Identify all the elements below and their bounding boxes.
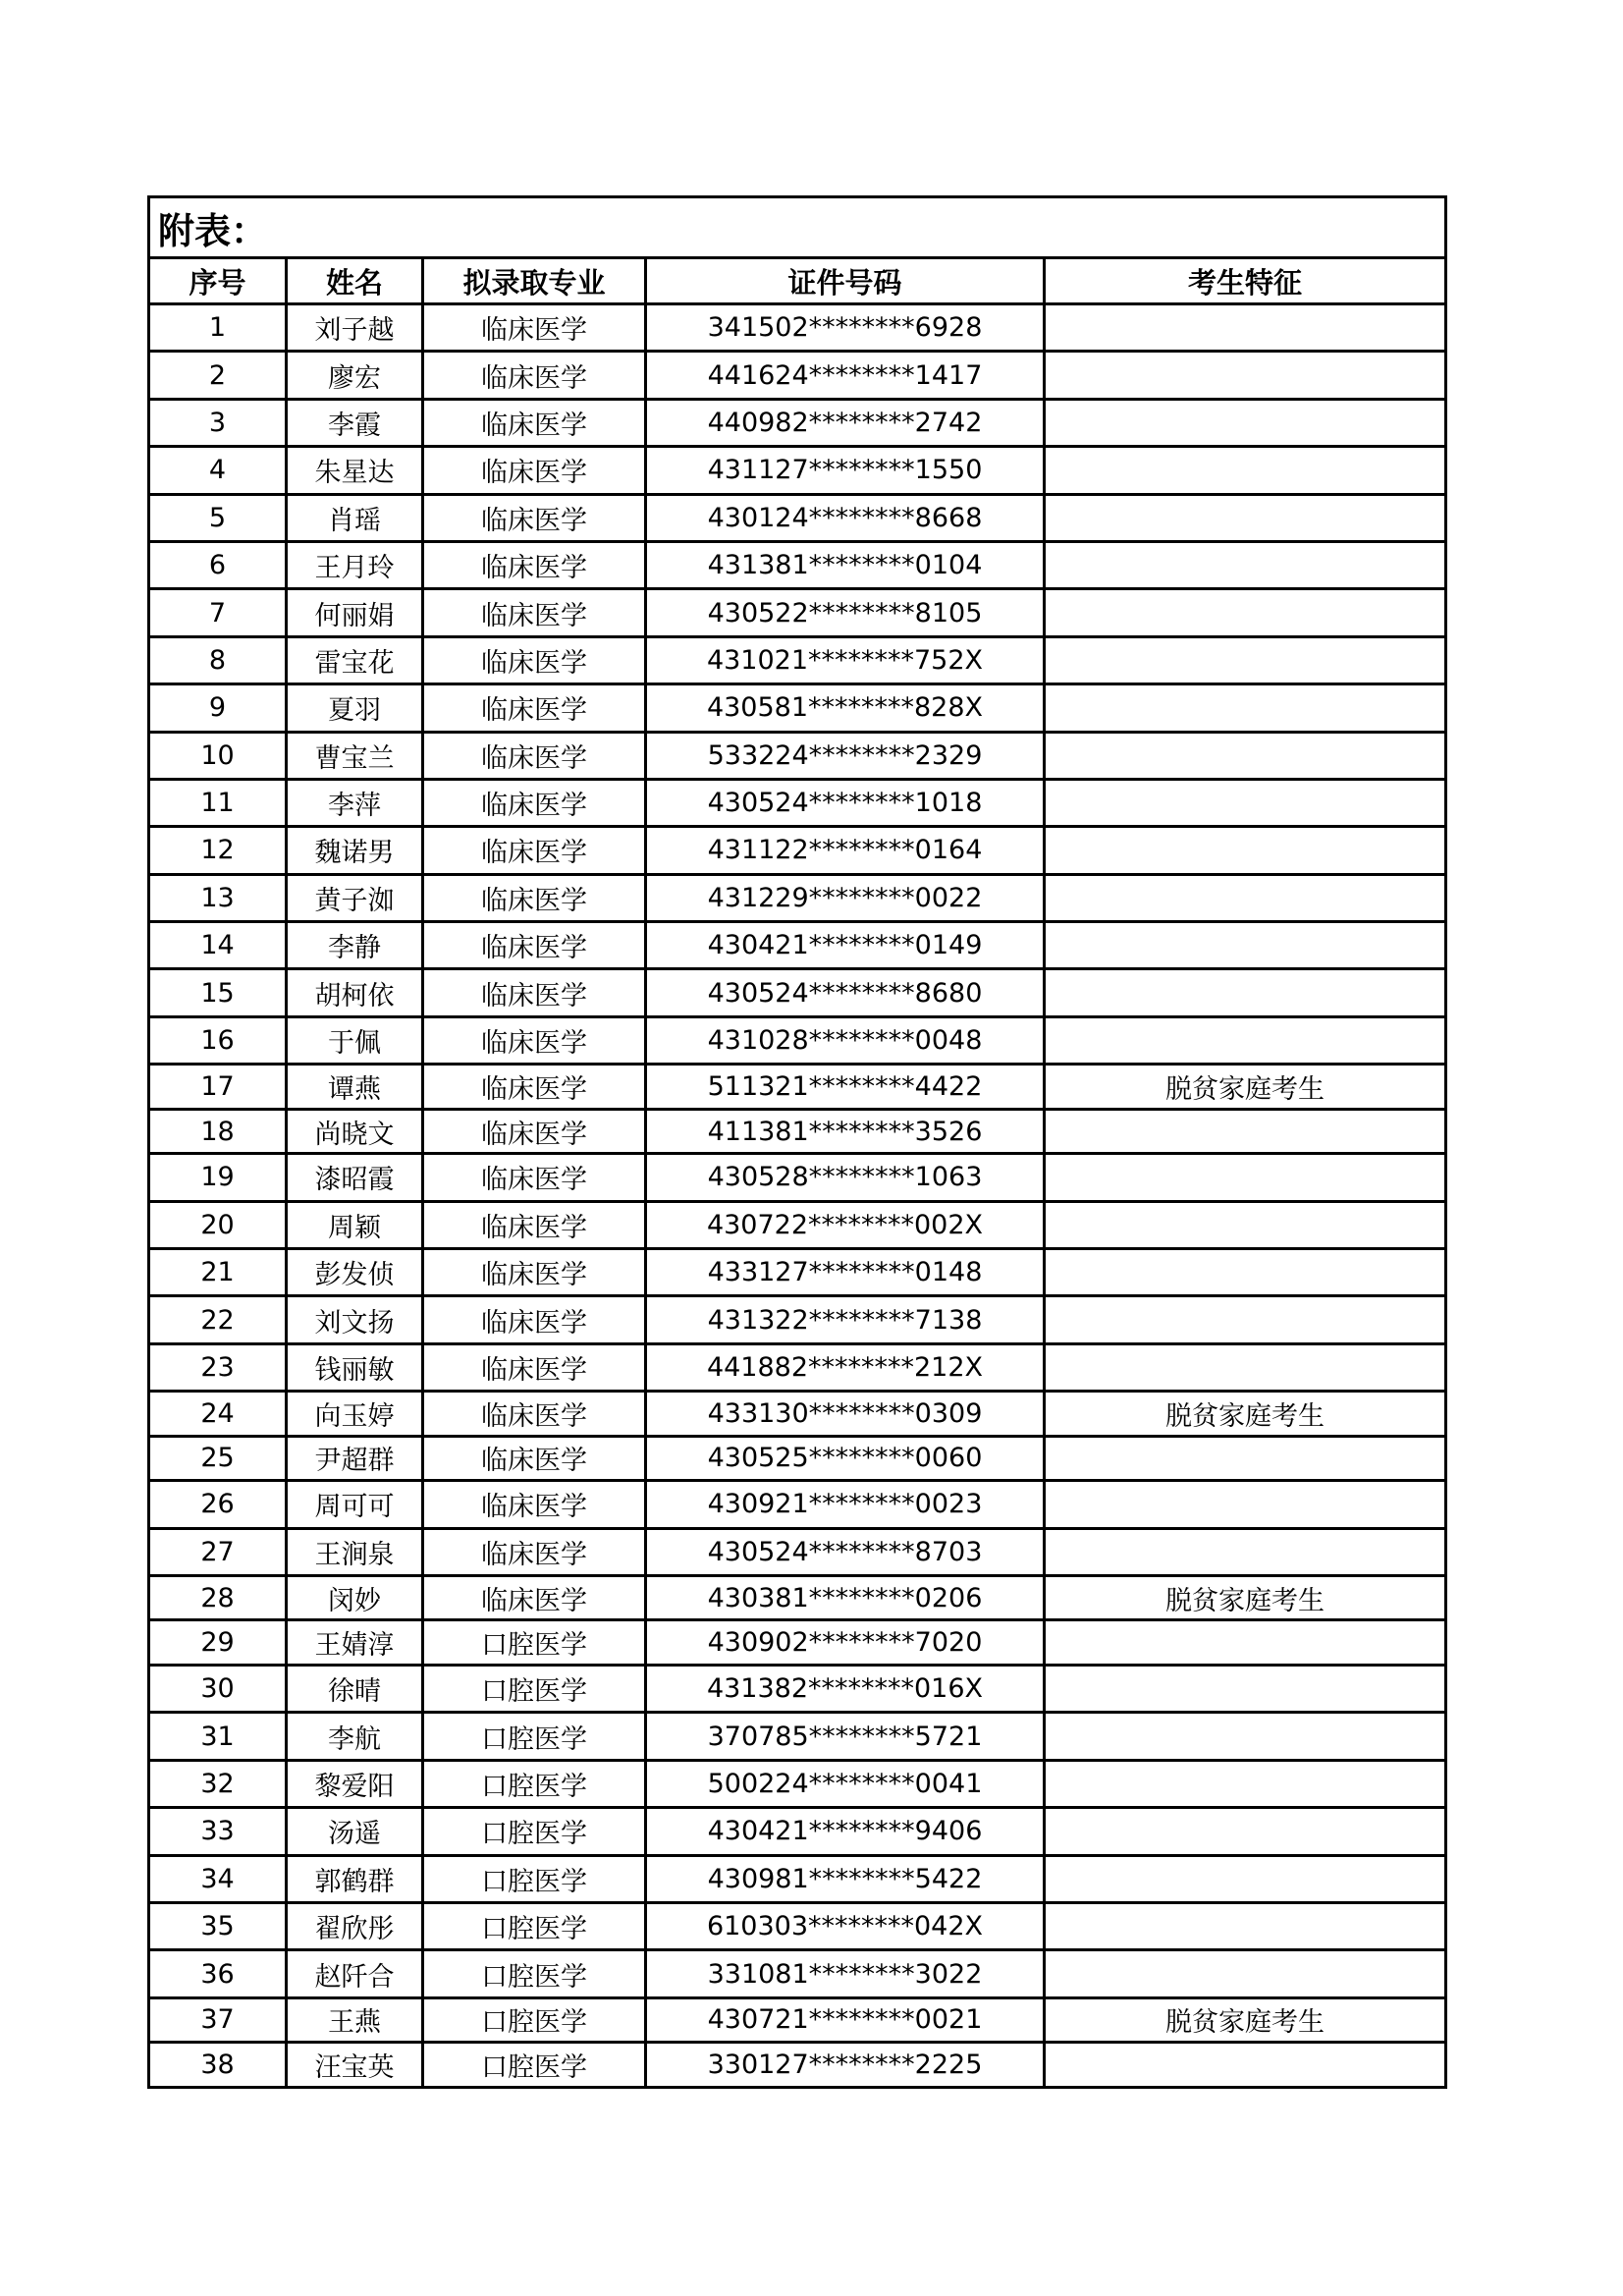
student-feature-cell bbox=[1045, 1481, 1446, 1528]
row-number-cell: 24 bbox=[149, 1392, 287, 1437]
row-number-cell: 9 bbox=[149, 684, 287, 732]
student-feature-cell bbox=[1045, 1528, 1446, 1575]
student-name-cell: 刘子越 bbox=[287, 304, 423, 352]
student-feature-cell bbox=[1045, 1016, 1446, 1064]
table-row bbox=[149, 922, 1446, 969]
major-cell: 临床医学 bbox=[423, 399, 646, 446]
table-row bbox=[149, 1713, 1446, 1760]
table-row bbox=[149, 1855, 1446, 1902]
student-name-cell: 闵妙 bbox=[287, 1575, 423, 1620]
table-row bbox=[149, 1481, 1446, 1528]
major-cell: 临床医学 bbox=[423, 969, 646, 1016]
student-name-cell: 刘文扬 bbox=[287, 1296, 423, 1343]
id-number-cell: 441624********1417 bbox=[646, 352, 1045, 399]
row-number-cell: 18 bbox=[149, 1109, 287, 1154]
major-cell: 临床医学 bbox=[423, 1481, 646, 1528]
table-row bbox=[149, 1760, 1446, 1807]
major-cell: 临床医学 bbox=[423, 1249, 646, 1296]
student-name-cell: 郭鹤群 bbox=[287, 1855, 423, 1902]
row-number-cell: 25 bbox=[149, 1436, 287, 1481]
student-feature-cell bbox=[1045, 1808, 1446, 1855]
student-name-cell: 汤遥 bbox=[287, 1808, 423, 1855]
id-number-cell: 430421********0149 bbox=[646, 922, 1045, 969]
student-feature-cell bbox=[1045, 1902, 1446, 1949]
row-number-cell: 21 bbox=[149, 1249, 287, 1296]
row-number-cell: 37 bbox=[149, 1997, 287, 2043]
row-number-cell: 4 bbox=[149, 447, 287, 494]
student-name-cell: 黄子洳 bbox=[287, 874, 423, 921]
major-cell: 口腔医学 bbox=[423, 1760, 646, 1807]
table-row bbox=[149, 1016, 1446, 1064]
table-row bbox=[149, 1436, 1446, 1481]
row-number-cell: 33 bbox=[149, 1808, 287, 1855]
id-number-cell: 411381********3526 bbox=[646, 1109, 1045, 1154]
student-feature-cell bbox=[1045, 1760, 1446, 1807]
id-number-cell: 431122********0164 bbox=[646, 827, 1045, 874]
column-header-major: 拟录取专业 bbox=[423, 258, 646, 304]
id-number-cell: 440982********2742 bbox=[646, 399, 1045, 446]
row-number-cell: 23 bbox=[149, 1343, 287, 1391]
student-name-cell: 夏羽 bbox=[287, 684, 423, 732]
caption-row bbox=[149, 197, 1446, 258]
major-cell: 临床医学 bbox=[423, 1065, 646, 1110]
table-row bbox=[149, 1902, 1446, 1949]
student-feature-cell bbox=[1045, 779, 1446, 826]
student-feature-cell: 脱贫家庭考生 bbox=[1045, 1065, 1446, 1110]
table-row bbox=[149, 1343, 1446, 1391]
student-name-cell: 尚晓文 bbox=[287, 1109, 423, 1154]
id-number-cell: 430381********0206 bbox=[646, 1575, 1045, 1620]
table-row bbox=[149, 494, 1446, 541]
student-feature-cell bbox=[1045, 589, 1446, 636]
major-cell: 临床医学 bbox=[423, 827, 646, 874]
table-row bbox=[149, 732, 1446, 779]
column-header-id: 证件号码 bbox=[646, 258, 1045, 304]
student-name-cell: 雷宝花 bbox=[287, 636, 423, 683]
student-feature-cell bbox=[1045, 304, 1446, 352]
student-name-cell: 李萍 bbox=[287, 779, 423, 826]
id-number-cell: 431229********0022 bbox=[646, 874, 1045, 921]
student-name-cell: 于佩 bbox=[287, 1016, 423, 1064]
student-name-cell: 王月玲 bbox=[287, 541, 423, 588]
id-number-cell: 433130********0309 bbox=[646, 1392, 1045, 1437]
row-number-cell: 3 bbox=[149, 399, 287, 446]
id-number-cell: 370785********5721 bbox=[646, 1713, 1045, 1760]
major-cell: 临床医学 bbox=[423, 1343, 646, 1391]
major-cell: 口腔医学 bbox=[423, 1665, 646, 1712]
column-header-number: 序号 bbox=[149, 258, 287, 304]
student-name-cell: 向玉婷 bbox=[287, 1392, 423, 1437]
major-cell: 口腔医学 bbox=[423, 1855, 646, 1902]
table-row bbox=[149, 1997, 1446, 2043]
major-cell: 临床医学 bbox=[423, 447, 646, 494]
id-number-cell: 430528********1063 bbox=[646, 1154, 1045, 1201]
id-number-cell: 430525********0060 bbox=[646, 1436, 1045, 1481]
student-feature-cell bbox=[1045, 1296, 1446, 1343]
table-row bbox=[149, 1296, 1446, 1343]
student-name-cell: 朱星达 bbox=[287, 447, 423, 494]
major-cell: 临床医学 bbox=[423, 494, 646, 541]
row-number-cell: 13 bbox=[149, 874, 287, 921]
student-name-cell: 徐晴 bbox=[287, 1665, 423, 1712]
id-number-cell: 511321********4422 bbox=[646, 1065, 1045, 1110]
major-cell: 临床医学 bbox=[423, 732, 646, 779]
id-number-cell: 330127********2225 bbox=[646, 2043, 1045, 2088]
student-name-cell: 王婧淳 bbox=[287, 1620, 423, 1666]
student-feature-cell bbox=[1045, 1620, 1446, 1666]
row-number-cell: 27 bbox=[149, 1528, 287, 1575]
row-number-cell: 5 bbox=[149, 494, 287, 541]
major-cell: 口腔医学 bbox=[423, 1620, 646, 1666]
id-number-cell: 430721********0021 bbox=[646, 1997, 1045, 2043]
student-name-cell: 汪宝英 bbox=[287, 2043, 423, 2088]
student-feature-cell: 脱贫家庭考生 bbox=[1045, 1575, 1446, 1620]
student-feature-cell bbox=[1045, 827, 1446, 874]
id-number-cell: 430524********1018 bbox=[646, 779, 1045, 826]
row-number-cell: 14 bbox=[149, 922, 287, 969]
student-name-cell: 廖宏 bbox=[287, 352, 423, 399]
student-name-cell: 魏诺男 bbox=[287, 827, 423, 874]
table-row bbox=[149, 447, 1446, 494]
table-row bbox=[149, 1065, 1446, 1110]
major-cell: 临床医学 bbox=[423, 636, 646, 683]
student-name-cell: 钱丽敏 bbox=[287, 1343, 423, 1391]
student-feature-cell bbox=[1045, 636, 1446, 683]
student-name-cell: 周颖 bbox=[287, 1201, 423, 1248]
student-feature-cell bbox=[1045, 1713, 1446, 1760]
table-row bbox=[149, 541, 1446, 588]
student-name-cell: 尹超群 bbox=[287, 1436, 423, 1481]
student-name-cell: 李静 bbox=[287, 922, 423, 969]
id-number-cell: 430722********002X bbox=[646, 1201, 1045, 1248]
id-number-cell: 433127********0148 bbox=[646, 1249, 1045, 1296]
student-feature-cell bbox=[1045, 922, 1446, 969]
major-cell: 临床医学 bbox=[423, 1575, 646, 1620]
column-header-feature: 考生特征 bbox=[1045, 258, 1446, 304]
student-feature-cell bbox=[1045, 2043, 1446, 2088]
major-cell: 临床医学 bbox=[423, 1436, 646, 1481]
student-feature-cell bbox=[1045, 1154, 1446, 1201]
row-number-cell: 10 bbox=[149, 732, 287, 779]
id-number-cell: 431028********0048 bbox=[646, 1016, 1045, 1064]
id-number-cell: 430522********8105 bbox=[646, 589, 1045, 636]
row-number-cell: 35 bbox=[149, 1902, 287, 1949]
row-number-cell: 22 bbox=[149, 1296, 287, 1343]
id-number-cell: 430921********0023 bbox=[646, 1481, 1045, 1528]
student-name-cell: 曹宝兰 bbox=[287, 732, 423, 779]
student-name-cell: 周可可 bbox=[287, 1481, 423, 1528]
student-feature-cell: 脱贫家庭考生 bbox=[1045, 1997, 1446, 2043]
major-cell: 临床医学 bbox=[423, 1016, 646, 1064]
row-number-cell: 2 bbox=[149, 352, 287, 399]
id-number-cell: 431382********016X bbox=[646, 1665, 1045, 1712]
student-feature-cell bbox=[1045, 1249, 1446, 1296]
student-feature-cell bbox=[1045, 1109, 1446, 1154]
id-number-cell: 430981********5422 bbox=[646, 1855, 1045, 1902]
table-row bbox=[149, 1528, 1446, 1575]
student-feature-cell bbox=[1045, 494, 1446, 541]
table-row bbox=[149, 684, 1446, 732]
row-number-cell: 6 bbox=[149, 541, 287, 588]
student-feature-cell bbox=[1045, 447, 1446, 494]
row-number-cell: 32 bbox=[149, 1760, 287, 1807]
table-row bbox=[149, 779, 1446, 826]
table-row bbox=[149, 399, 1446, 446]
table-row bbox=[149, 304, 1446, 352]
row-number-cell: 17 bbox=[149, 1065, 287, 1110]
id-number-cell: 431127********1550 bbox=[646, 447, 1045, 494]
table-row bbox=[149, 352, 1446, 399]
table-row bbox=[149, 1109, 1446, 1154]
row-number-cell: 30 bbox=[149, 1665, 287, 1712]
student-name-cell: 黎爱阳 bbox=[287, 1760, 423, 1807]
table-row bbox=[149, 1620, 1446, 1666]
row-number-cell: 12 bbox=[149, 827, 287, 874]
student-name-cell: 李霞 bbox=[287, 399, 423, 446]
major-cell: 口腔医学 bbox=[423, 1950, 646, 1997]
student-name-cell: 胡柯依 bbox=[287, 969, 423, 1016]
table-row bbox=[149, 2043, 1446, 2088]
student-name-cell: 王燕 bbox=[287, 1997, 423, 2043]
row-number-cell: 19 bbox=[149, 1154, 287, 1201]
row-number-cell: 26 bbox=[149, 1481, 287, 1528]
row-number-cell: 8 bbox=[149, 636, 287, 683]
major-cell: 临床医学 bbox=[423, 589, 646, 636]
id-number-cell: 430421********9406 bbox=[646, 1808, 1045, 1855]
row-number-cell: 29 bbox=[149, 1620, 287, 1666]
table-row bbox=[149, 1249, 1446, 1296]
id-number-cell: 431381********0104 bbox=[646, 541, 1045, 588]
major-cell: 临床医学 bbox=[423, 1109, 646, 1154]
major-cell: 临床医学 bbox=[423, 1528, 646, 1575]
major-cell: 临床医学 bbox=[423, 1154, 646, 1201]
major-cell: 口腔医学 bbox=[423, 1808, 646, 1855]
table-caption: 附表： bbox=[149, 197, 1446, 258]
id-number-cell: 430524********8703 bbox=[646, 1528, 1045, 1575]
id-number-cell: 500224********0041 bbox=[646, 1760, 1045, 1807]
id-number-cell: 331081********3022 bbox=[646, 1950, 1045, 1997]
table-row bbox=[149, 874, 1446, 921]
table-body bbox=[149, 304, 1446, 2088]
major-cell: 临床医学 bbox=[423, 1201, 646, 1248]
row-number-cell: 34 bbox=[149, 1855, 287, 1902]
row-number-cell: 7 bbox=[149, 589, 287, 636]
row-number-cell: 38 bbox=[149, 2043, 287, 2088]
major-cell: 临床医学 bbox=[423, 922, 646, 969]
student-feature-cell bbox=[1045, 732, 1446, 779]
row-number-cell: 11 bbox=[149, 779, 287, 826]
major-cell: 口腔医学 bbox=[423, 1902, 646, 1949]
student-name-cell: 赵阡合 bbox=[287, 1950, 423, 1997]
row-number-cell: 28 bbox=[149, 1575, 287, 1620]
table-row bbox=[149, 589, 1446, 636]
student-feature-cell bbox=[1045, 399, 1446, 446]
id-number-cell: 341502********6928 bbox=[646, 304, 1045, 352]
id-number-cell: 441882********212X bbox=[646, 1343, 1045, 1391]
student-feature-cell bbox=[1045, 1855, 1446, 1902]
major-cell: 临床医学 bbox=[423, 779, 646, 826]
major-cell: 临床医学 bbox=[423, 874, 646, 921]
row-number-cell: 20 bbox=[149, 1201, 287, 1248]
major-cell: 口腔医学 bbox=[423, 2043, 646, 2088]
id-number-cell: 431322********7138 bbox=[646, 1296, 1045, 1343]
major-cell: 临床医学 bbox=[423, 352, 646, 399]
table-row bbox=[149, 1154, 1446, 1201]
major-cell: 口腔医学 bbox=[423, 1713, 646, 1760]
student-feature-cell bbox=[1045, 684, 1446, 732]
table-row bbox=[149, 1392, 1446, 1437]
student-feature-cell bbox=[1045, 874, 1446, 921]
id-number-cell: 430124********8668 bbox=[646, 494, 1045, 541]
student-feature-cell bbox=[1045, 1343, 1446, 1391]
table-row bbox=[149, 1201, 1446, 1248]
major-cell: 临床医学 bbox=[423, 1296, 646, 1343]
id-number-cell: 430581********828X bbox=[646, 684, 1045, 732]
major-cell: 临床医学 bbox=[423, 304, 646, 352]
major-cell: 临床医学 bbox=[423, 684, 646, 732]
id-number-cell: 431021********752X bbox=[646, 636, 1045, 683]
table-row bbox=[149, 1665, 1446, 1712]
student-feature-cell bbox=[1045, 352, 1446, 399]
column-header-name: 姓名 bbox=[287, 258, 423, 304]
table-row bbox=[149, 969, 1446, 1016]
major-cell: 临床医学 bbox=[423, 541, 646, 588]
student-feature-cell bbox=[1045, 1665, 1446, 1712]
id-number-cell: 610303********042X bbox=[646, 1902, 1045, 1949]
row-number-cell: 36 bbox=[149, 1950, 287, 1997]
header-row bbox=[149, 258, 1446, 304]
student-name-cell: 漆昭霞 bbox=[287, 1154, 423, 1201]
student-feature-cell bbox=[1045, 541, 1446, 588]
student-feature-cell bbox=[1045, 1201, 1446, 1248]
table-row bbox=[149, 827, 1446, 874]
row-number-cell: 15 bbox=[149, 969, 287, 1016]
student-name-cell: 翟欣彤 bbox=[287, 1902, 423, 1949]
major-cell: 临床医学 bbox=[423, 1392, 646, 1437]
major-cell: 口腔医学 bbox=[423, 1997, 646, 2043]
table-row bbox=[149, 1808, 1446, 1855]
student-name-cell: 何丽娟 bbox=[287, 589, 423, 636]
student-feature-cell bbox=[1045, 969, 1446, 1016]
student-feature-cell bbox=[1045, 1950, 1446, 1997]
student-name-cell: 谭燕 bbox=[287, 1065, 423, 1110]
student-name-cell: 彭发侦 bbox=[287, 1249, 423, 1296]
id-number-cell: 533224********2329 bbox=[646, 732, 1045, 779]
student-feature-cell bbox=[1045, 1436, 1446, 1481]
table-row bbox=[149, 636, 1446, 683]
admission-table bbox=[147, 195, 1447, 2089]
student-name-cell: 肖瑶 bbox=[287, 494, 423, 541]
table-row bbox=[149, 1950, 1446, 1997]
row-number-cell: 1 bbox=[149, 304, 287, 352]
row-number-cell: 31 bbox=[149, 1713, 287, 1760]
student-name-cell: 李航 bbox=[287, 1713, 423, 1760]
id-number-cell: 430902********7020 bbox=[646, 1620, 1045, 1666]
row-number-cell: 16 bbox=[149, 1016, 287, 1064]
table-row bbox=[149, 1575, 1446, 1620]
student-name-cell: 王涧泉 bbox=[287, 1528, 423, 1575]
id-number-cell: 430524********8680 bbox=[646, 969, 1045, 1016]
student-feature-cell: 脱贫家庭考生 bbox=[1045, 1392, 1446, 1437]
